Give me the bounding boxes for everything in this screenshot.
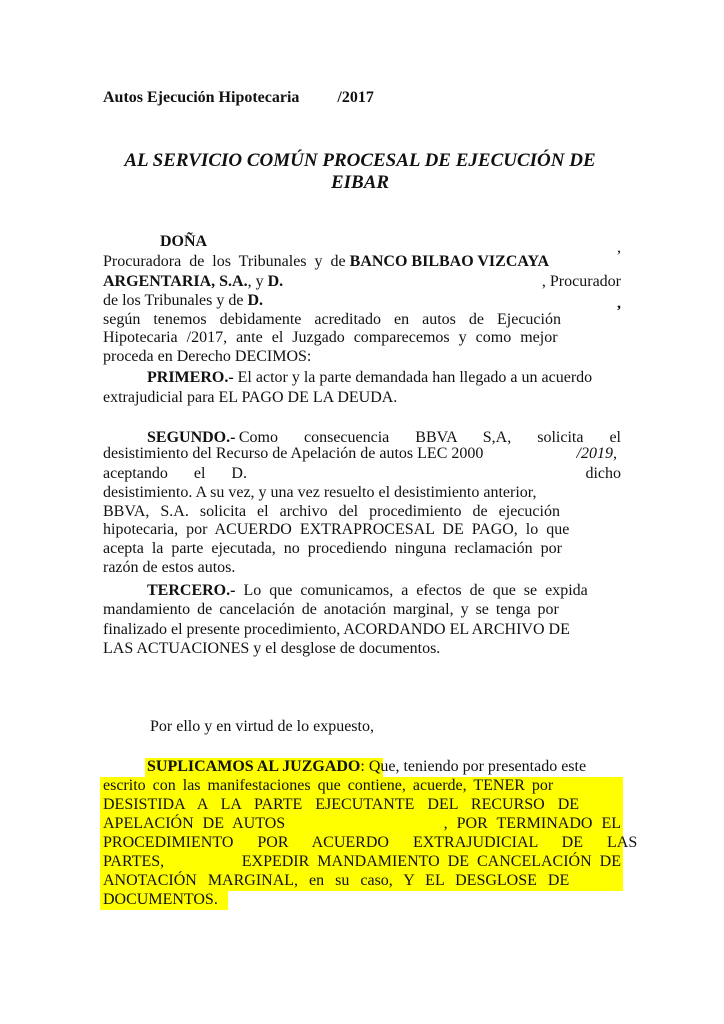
- tercero-line-3: finalizado el presente procedimiento, ACORDANDO EL ARCHIVO DE: [103, 621, 570, 638]
- tercero-label: TERCERO.-: [147, 582, 236, 599]
- intro-line-5: según tenemos debidamente acreditado en autos de Ejecución: [103, 311, 561, 328]
- case-type: Autos Ejecución Hipotecaria: [103, 89, 300, 106]
- suplicamos-line-4: [103, 814, 621, 834]
- segundo-l1: Como consecuencia BBVA S,A, solicita el: [238, 429, 621, 446]
- primero-line-2: extrajudicial para EL PAGO DE LA DEUDA.: [103, 389, 398, 406]
- segundo-line-4: desistimiento. A su vez, y una vez resuelto el desistimiento anterior,: [103, 484, 537, 501]
- segundo-l3a: aceptando el D.: [103, 465, 247, 482]
- intro-l3d: , Procurador: [541, 273, 621, 290]
- intro-comma-2: ,: [617, 295, 621, 312]
- primero-label: PRIMERO.-: [147, 369, 234, 386]
- suplicamos-l6b: EXPEDIR MANDAMIENTO DE CANCELACIÓN DE: [241, 853, 621, 870]
- tercero-line-4: LAS ACTUACIONES y el desglose de documentos.: [103, 640, 441, 657]
- suplicamos-line-1: [147, 757, 586, 777]
- segundo-l2b: /2019,: [576, 445, 617, 462]
- suplicamos-label: SUPLICAMOS AL JUZGADO: [147, 758, 361, 775]
- por-ello-text: Por ello y en virtud de lo expuesto,: [150, 718, 374, 735]
- intro-line-6: Hipotecaria /2017, ante el Juzgado comparecemos y como mejor: [103, 329, 558, 346]
- document-title-line-2: EIBAR: [330, 172, 390, 193]
- intro-line-2: [103, 252, 549, 272]
- suplicamos-l4b: , POR TERMINADO EL: [443, 815, 621, 832]
- segundo-line-3: [103, 464, 621, 484]
- segundo-line-7: acepta la parte ejecutada, no procediendo ninguna reclamación por: [103, 540, 562, 557]
- intro-bank-name: BANCO BILBAO VIZCAYA: [349, 253, 550, 270]
- tercero-line-1: [147, 581, 588, 601]
- intro-l3c: D.: [267, 273, 284, 290]
- intro-line-4: [103, 291, 263, 311]
- primero-l1: El actor y la parte demandada han llegado a un acuerdo: [237, 369, 593, 386]
- suplicamos-line-6: [103, 852, 621, 872]
- suplicamos-line-2: escrito con las manifestaciones que contiene, acuerde, TENER por: [103, 777, 554, 794]
- suplicamos-l1: : Que, teniendo por presentado este: [360, 758, 587, 775]
- segundo-line-2: [103, 444, 621, 464]
- tercero-line-2: mandamiento de cancelación de anotación marginal, y se tenga por: [103, 601, 559, 618]
- intro-l3b: , y: [247, 273, 264, 290]
- segundo-line-6: hipotecaria, por ACUERDO EXTRAPROCESAL DE PAGO, lo que: [103, 521, 570, 538]
- segundo-l2a: desistimiento del Recurso de Apelación de autos LEC 2000: [103, 445, 484, 462]
- intro-line-7: proceda en Derecho DECIMOS:: [103, 348, 312, 365]
- intro-l4a: de los Tribunales y de: [103, 292, 244, 309]
- intro-dona: DOÑA: [160, 233, 208, 250]
- tercero-l1: Lo que comunicamos, a efectos de que se expida: [243, 582, 588, 599]
- suplicamos-line-3: DESISTIDA A LA PARTE EJECUTANTE DEL RECURSO DE: [103, 796, 580, 813]
- primero-line-1: [147, 368, 592, 388]
- document-title-line-1: AL SERVICIO COMÚN PROCESAL DE EJECUCIÓN DE: [124, 150, 596, 171]
- suplicamos-l6a: PARTES,: [103, 853, 165, 870]
- intro-comma-1: ,: [617, 239, 621, 256]
- intro-l2a: Procuradora de los Tribunales y de: [103, 253, 346, 270]
- suplicamos-l4a: APELACIÓN DE AUTOS: [103, 815, 286, 832]
- intro-line-3: [103, 272, 621, 292]
- suplicamos-line-7: ANOTACIÓN MARGINAL, en su caso, Y EL DESGLOSE DE: [103, 872, 570, 889]
- segundo-line-5: BBVA, S.A. solicita el archivo del procedimiento de ejecución: [103, 503, 560, 520]
- segundo-line-8: razón de estos autos.: [103, 559, 236, 576]
- case-year: /2017: [337, 89, 374, 106]
- suplicamos-line-8: DOCUMENTOS.: [103, 891, 218, 908]
- suplicamos-line-5: PROCEDIMIENTO POR ACUERDO EXTRAJUDICIAL DE LAS: [103, 834, 638, 851]
- case-reference: [103, 88, 374, 108]
- intro-l3a: ARGENTARIA, S.A.: [103, 273, 248, 290]
- intro-l4b: D.: [247, 292, 264, 309]
- segundo-l3b: dicho: [585, 465, 621, 482]
- segundo-label: SEGUNDO.-: [147, 429, 236, 446]
